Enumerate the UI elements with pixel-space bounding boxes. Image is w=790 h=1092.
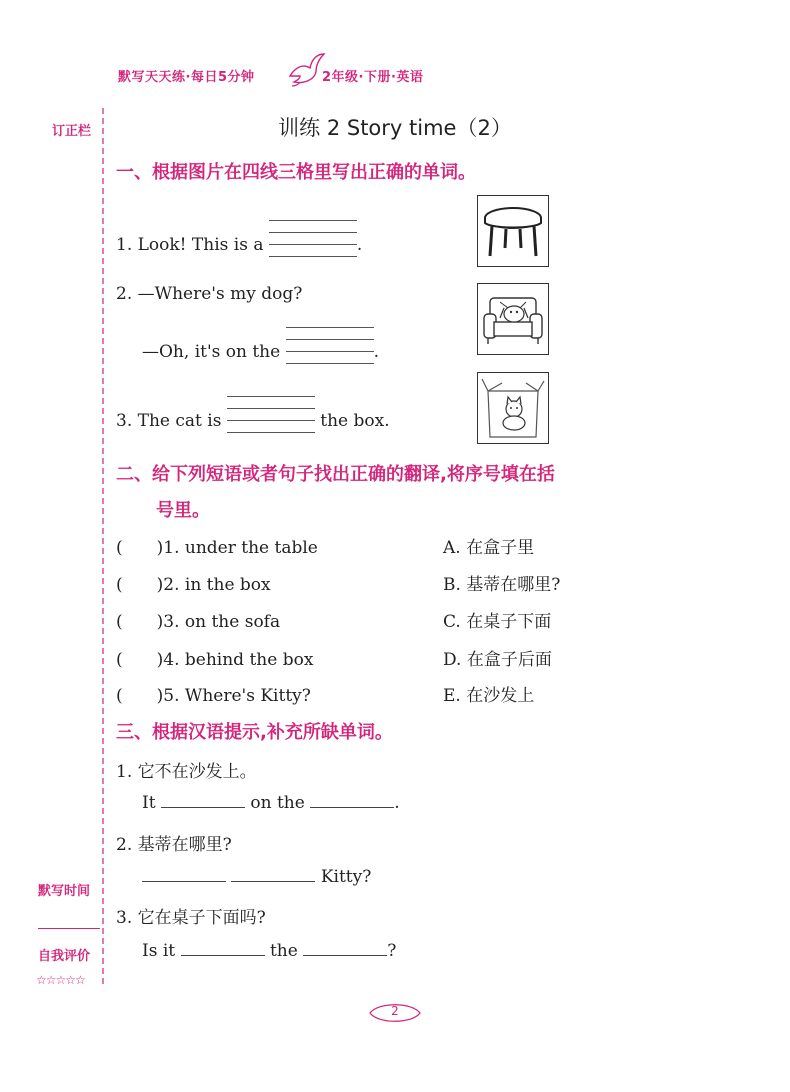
match-item-1[interactable]: ( )1. under the table xyxy=(116,538,318,558)
s3-q1-word-it: It xyxy=(142,793,156,813)
dictation-time-rule xyxy=(38,928,100,929)
option-d: D. 在盒子后面 xyxy=(443,650,552,670)
s3-q3-word-is-it: Is it xyxy=(142,941,176,961)
q1-text: 1. Look! This is a xyxy=(116,235,264,255)
answer-blank[interactable] xyxy=(310,807,394,808)
question-1 xyxy=(116,220,362,260)
answer-blank[interactable] xyxy=(303,955,387,956)
q3-end: the box. xyxy=(320,411,390,431)
dictation-time-label: 默写时间 xyxy=(38,884,91,899)
correction-label: 订正栏 xyxy=(52,124,92,139)
section-2-heading-line2: 号里。 xyxy=(156,500,210,521)
section-1-heading: 一、根据图片在四线三格里写出正确的单词。 xyxy=(116,162,476,183)
dove-icon xyxy=(286,52,326,88)
question-2 xyxy=(142,327,379,367)
sofa-picture xyxy=(477,283,549,355)
q3-text: 3. The cat is xyxy=(116,411,222,431)
self-eval-label: 自我评价 xyxy=(38,949,91,964)
s3-q3-sentence xyxy=(142,941,396,961)
s3-q1-word-on-the: on the xyxy=(250,793,305,813)
s3-q2-chinese: 2. 基蒂在哪里? xyxy=(116,835,232,855)
answer-blank[interactable] xyxy=(231,881,315,882)
option-e: E. 在沙发上 xyxy=(443,686,535,706)
option-a: A. 在盒子里 xyxy=(443,538,535,558)
q2-text: —Oh, it's on the xyxy=(142,342,281,362)
q1-end: . xyxy=(356,235,363,255)
page-number: 2 xyxy=(391,1004,399,1018)
star-rating[interactable]: ☆☆☆☆☆ xyxy=(36,973,85,987)
header-left: 默写天天练·每日5分钟 xyxy=(118,70,255,85)
four-line-grid[interactable] xyxy=(227,396,315,436)
answer-blank[interactable] xyxy=(142,881,226,882)
q2-end: . xyxy=(373,342,380,362)
s3-q3-word-the: the xyxy=(269,941,298,961)
header-right: 2年级·下册·英语 xyxy=(322,70,424,85)
option-c: C. 在桌子下面 xyxy=(443,612,552,632)
table-icon xyxy=(478,196,548,266)
option-b: B. 基蒂在哪里? xyxy=(443,575,561,595)
section-2-heading-line1: 二、给下列短语或者句子找出正确的翻译,将序号填在括 xyxy=(116,464,555,485)
cat-in-box-icon xyxy=(478,373,548,443)
s3-q1-sentence xyxy=(142,793,400,813)
box-picture xyxy=(477,372,549,444)
s3-q3-end: ? xyxy=(387,941,397,961)
s3-q2-sentence xyxy=(142,867,371,887)
page-title: 训练 2 Story time（2） xyxy=(278,116,512,140)
s3-q1-chinese: 1. 它不在沙发上。 xyxy=(116,762,257,782)
match-item-3[interactable]: ( )3. on the sofa xyxy=(116,612,281,632)
answer-blank[interactable] xyxy=(181,955,265,956)
page-number-badge xyxy=(368,1000,422,1026)
match-item-2[interactable]: ( )2. in the box xyxy=(116,575,271,595)
match-item-5[interactable]: ( )5. Where's Kitty? xyxy=(116,686,311,706)
s3-q3-chinese: 3. 它在桌子下面吗? xyxy=(116,908,266,928)
binding-line xyxy=(102,108,104,984)
four-line-grid[interactable] xyxy=(286,327,374,367)
s3-q1-end: . xyxy=(394,793,400,813)
answer-blank[interactable] xyxy=(161,807,245,808)
table-picture xyxy=(477,195,549,267)
question-3 xyxy=(116,396,390,436)
s3-q2-word-kitty: Kitty? xyxy=(320,867,372,887)
four-line-grid[interactable] xyxy=(269,220,357,260)
sofa-dog-icon xyxy=(478,284,548,354)
section-3-heading: 三、根据汉语提示,补充所缺单词。 xyxy=(116,722,393,743)
q2-line1: 2. —Where's my dog? xyxy=(116,284,303,304)
match-item-4[interactable]: ( )4. behind the box xyxy=(116,650,314,670)
